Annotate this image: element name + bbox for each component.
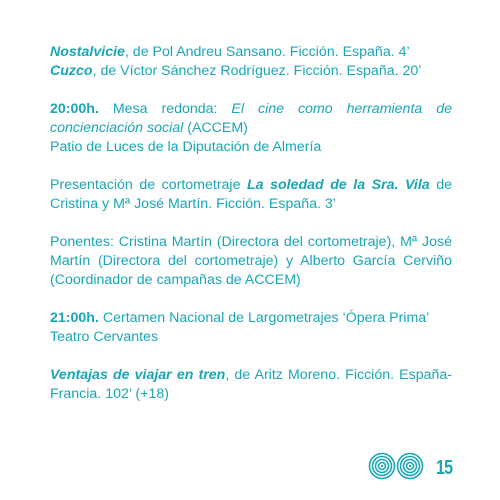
page-footer [368,452,454,484]
film-description: , de Víctor Sánchez Rodríguez. Ficción. España. 20’ [92,63,422,79]
film-title: Cuzco [50,63,93,79]
page-number: 15 [436,456,453,479]
contest-venue: Teatro Cervantes [50,329,159,345]
roundtable-entry [50,100,452,138]
film-entry-cuzco [50,62,452,81]
roundtable-venue: Patio de Luces de la Diputación de Almería [50,139,322,155]
double-spiral-logo-icon [368,452,424,485]
film-title: Nostalvicie [50,44,125,60]
contest-text: Certamen Nacional de Largometrajes ‘Ópera Prima’ [98,310,430,326]
presentation-entry [50,176,452,214]
roundtable-title: El cine como herramienta de concienciación social [50,101,452,136]
program-content [50,43,452,404]
roundtable-suffix: (ACCEM) [183,120,248,136]
feature-film-entry [50,366,452,404]
presentation-suffix: de Cristina y Mª José Martín. Ficción. España. 3’ [50,177,452,212]
presentation-prefix: Presentación de cortometraje [50,177,247,193]
feature-film-description: , de Aritz Moreno. Ficción. España-Francia. 102’ (+18) [50,367,452,402]
speakers-entry: Ponentes: Cristina Martín (Directora del cortometraje), Mª José Martín (Directora del cortometraje) y Alberto García Cerviño (Coordinador de campañas de ACCEM) [50,234,452,288]
roundtable-prefix: Mesa redonda: [98,101,232,117]
contest-entry [50,309,452,328]
film-entry-nostalvicie [50,43,452,62]
event-time: 20:00h. [50,101,99,117]
event-time: 21:00h. [50,310,99,326]
short-film-title: La soledad de la Sra. Vila [247,177,430,193]
film-description: , de Pol Andreu Sansano. Ficción. España. 4’ [124,44,410,60]
feature-film-title: Ventajas de viajar en tren [50,367,226,383]
